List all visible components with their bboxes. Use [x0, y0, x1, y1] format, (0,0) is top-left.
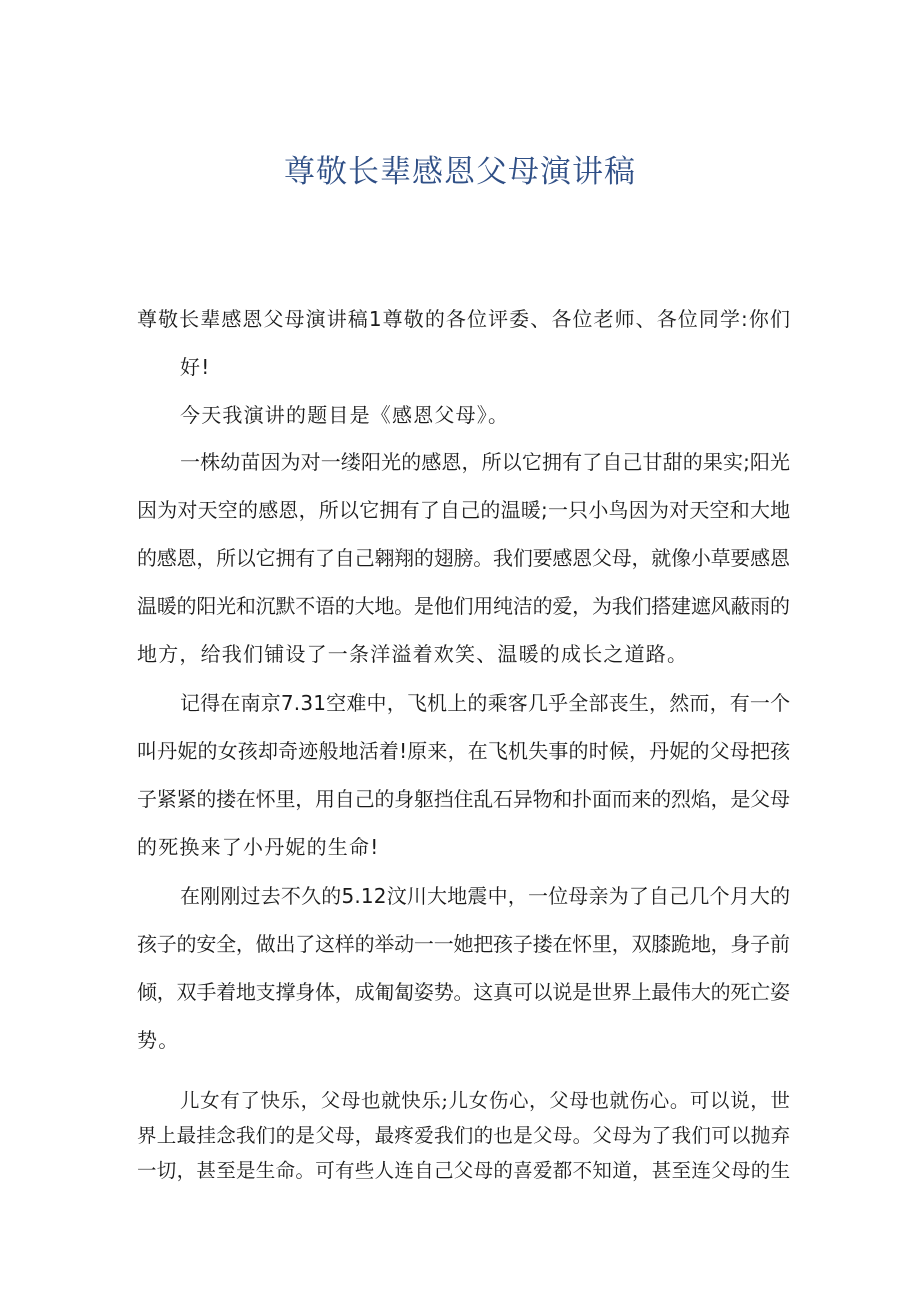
text-line: 一切，甚至是生命。可有些人连自己父母的喜爱都不知道，甚至连父母的生: [137, 1159, 791, 1182]
text-line: 的感恩，所以它拥有了自己翱翔的翅膀。我们要感恩父母，就像小草要感恩: [137, 546, 790, 570]
text-line: 今天我演讲的题目是《感恩父母》。: [180, 403, 510, 427]
text-line: 记得在南京7.31空难中，飞机上的乘客几乎全部丧生，然而，有一个: [180, 691, 791, 715]
text-line: 叫丹妮的女孩却奇迹般地活着!原来，在飞机失事的时候，丹妮的父母把孩: [137, 739, 791, 763]
text-line: 儿女有了快乐，父母也就快乐;儿女伤心，父母也就伤心。可以说，世: [180, 1089, 791, 1112]
text-line: 在刚刚过去不久的5.12汶川大地震中，一位母亲为了自己几个月大的: [180, 884, 791, 908]
text-line: 地方，给我们铺设了一条洋溢着欢笑、温暖的成长之道路。: [137, 642, 689, 666]
text-line: 势。: [137, 1028, 180, 1052]
text-line: 温暖的阳光和沉默不语的大地。是他们用纯洁的爱，为我们搭建遮风蔽雨的: [137, 594, 790, 618]
text-line: 尊敬长辈感恩父母演讲稿1尊敬的各位评委、各位老师、各位同学:你们: [137, 307, 792, 331]
text-line: 界上最挂念我们的是父母，最疼爱我们的也是父母。父母为了我们可以抛弃: [137, 1124, 791, 1147]
text-line: 好!: [180, 355, 211, 379]
text-line: 的死换来了小丹妮的生命!: [137, 835, 380, 859]
document-title: 尊敬长辈感恩父母演讲稿: [284, 154, 636, 190]
text-line: 子紧紧的搂在怀里，用自己的身躯挡住乱石异物和扑面而来的烈焰，是父母: [137, 787, 790, 811]
text-line: 因为对天空的感恩，所以它拥有了自己的温暖;一只小鸟因为对天空和大地: [137, 498, 791, 522]
text-line: 孩子的安全，做出了这样的举动一一她把孩子搂在怀里，双膝跪地，身子前: [137, 932, 790, 956]
text-line: 倾，双手着地支撑身体，成匍匐姿势。这真可以说是世界上最伟大的死亡姿: [137, 980, 790, 1004]
text-line: 一株幼苗因为对一缕阳光的感恩，所以它拥有了自己甘甜的果实;阳光: [180, 450, 791, 474]
